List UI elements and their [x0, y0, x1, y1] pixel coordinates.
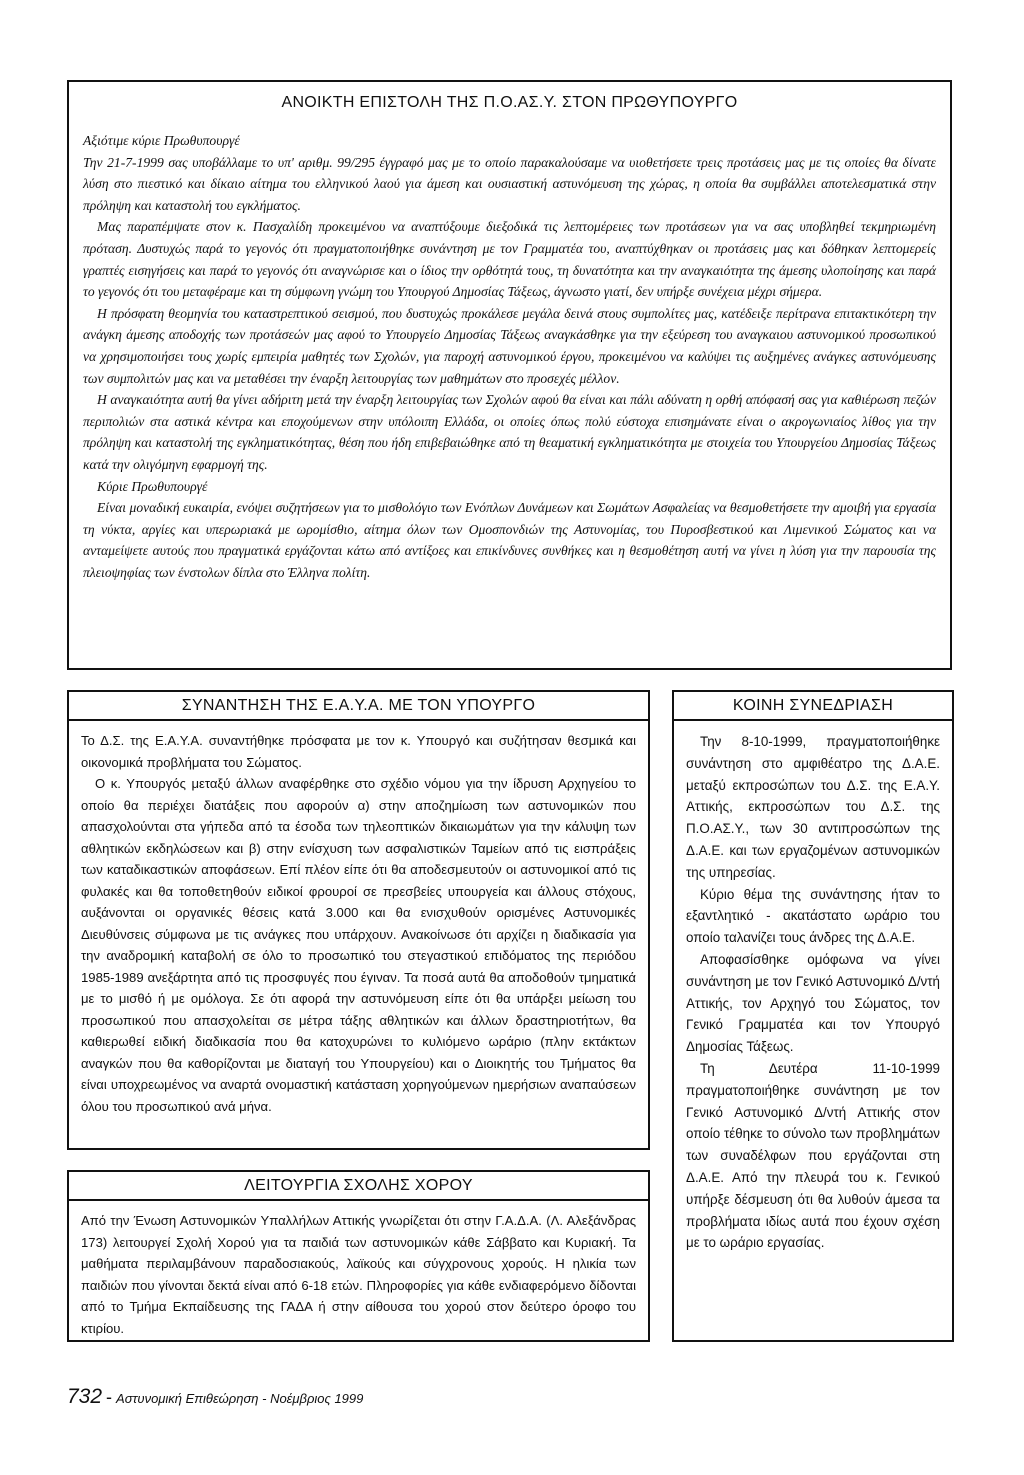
footer-dash: -: [106, 1387, 113, 1407]
letter-body: [83, 130, 936, 583]
letter-paragraph: Την 21-7-1999 σας υποβάλλαμε το υπ' αριθμ. 99/295 έγγραφό μας με το οποίο παρακαλούσαμε να υιοθετήσετε τρεις προτάσεις μας με τις οποίες θα δίνατε λύση στο πιεστικό και δίκαιο αίτημα του ελληνικού λαού για άμεση και ουσιαστική αστυνόμευση της χώρας, η οποία θα συμβάλλει αποτελεσματικά στην πρόληψη και καταστολή του εγκλήματος.: [83, 154, 936, 213]
meeting-box: [67, 690, 650, 1150]
dance-title: ΛΕΙΤΟΥΡΓΙΑ ΣΧΟΛΗΣ ΧΟΡΟΥ: [244, 1177, 473, 1194]
letter-paragraph: Η πρόσφατη θεομηνία του καταστρεπτικού σεισμού, που δυστυχώς προκάλεσε μεγάλα δεινά στους συμπολίτες μας, κατέδειξε περίτρανα επιτακτικότερη την ανάγκη άμεσης αποδοχής των προτάσεών μας αφού το Υπουργείο Δημοσίας Τάξεως αναγκάσθηκε για την εξεύρεση του αναγκαιου αστυνομικού προσωπικού να χρησιμοποιήσει τους χωρίς εμπειρία μαθητές των Σχολών, για παροχή αστυνομικού έργου, προκειμένου να καλύψει τις αυξημένες ανάγκες αστυνόμευσης των συμπολιτών μας και να μεταθέσει την έναρξη λειτουργίας των μαθημάτων στο προσεχές μέλλον.: [83, 305, 936, 386]
joint-title-strip: [674, 692, 952, 721]
letter-paragraph: Η αναγκαιότητα αυτή θα γίνει αδήριτη μετά την έναρξη λειτουργίας των Σχολών αφού θα είναι και πάλι αδύνατη η ορθή απόφασή σας για καθιέρωση πεζών περιπολιών στα αστικά κέντρα και εποχούμενων στην υπόλοιπη Ελλάδα, οι οποίες όπως πολύ εύστοχα επισημάνατε είναι ο ακρογωνιαίος λίθος για την πρόληψη και καταστολή της εγκληματικότητας, θέση που ήδη επιβεβαιώθηκε από τη θεαματική εγκληματικότητα με στοιχεία του Υπουργείου Δημοσίας Τάξεως κατά την ολιγόμηνη εφαρμογή της.: [83, 392, 936, 472]
page-footer: [67, 1385, 363, 1409]
dance-title-strip: [69, 1172, 648, 1201]
letter-paragraph: Μας παραπέμψατε στον κ. Πασχαλίδη προκειμένου να αναπτύξουμε διεξοδικά τις λεπτομέρειες των προτάσεων για να σας υποβληθεί τεκμηριωμένη πρόταση. Δυστυχώς παρά το γεγονός ότι πραγματοποιήθηκε συνάντηση με τον Γραμματέα του, αναπτύχθηκαν οι προτάσεις μας και δόθηκαν λεπτομερείς γραπτές εισηγήσεις και παρά το γεγονός ότι αναγνώρισε και ο ίδιος την ορθότητά τους, τη δυνατότητα και την αναγκαιότητα της άμεσης υλοποίησης και παρά το γεγονός ότι του μεταφέραμε και τη σύμφωνη γνώμη του Υπουργού Δημοσίας Τάξεως, άγνωστο γιατί, δεν υπήρξε συνέχεια μέχρι σήμερα.: [83, 219, 936, 300]
meeting-paragraph: Το Δ.Σ. της Ε.Α.Υ.Α. συναντήθηκε πρόσφατα με τον κ. Υπουργό και συζήτησαν θεσμικά και οικονομικά προβλήματα του Σώματος.: [81, 733, 636, 770]
joint-paragraph: Κύριο θέμα της συνάντησης ήταν το εξαντλητικό - ακατάστατο ωράριο του οποίο ταλανίζει τους άνδρες της Δ.Α.Ε.: [686, 886, 940, 946]
joint-title: ΚΟΙΝΗ ΣΥΝΕΔΡΙΑΣΗ: [732, 697, 894, 714]
joint-paragraph: Αποφασίσθηκε ομόφωνα να γίνει συνάντηση με τον Γενικό Αστυνομικό Δ/ντή Αττικής, τον Αρχηγό του Σώματος, τον Γενικό Γραμματέα και τον Υπουργό Δημοσίας Τάξεως.: [686, 951, 940, 1055]
letter-paragraph: Είναι μοναδική ευκαιρία, ενόψει συζητήσεων για το μισθολόγιο των Ενόπλων Δυνάμεων και Σωμάτων Ασφαλείας να θεσμοθετήσετε την αμοιβή για εργασία τη νύκτα, αργίες και υπερωριακά με ωρομίσθιο, αίτημα όλων των Ομοσπονδιών της Αστυνομίας, του Πυροσβεστικού και Λιμενικού Σώματος και να ανταμείψετε αυτούς που πραγματικά εργάζονται κάτω από αντίξοες και επικίνδυνες συνθήκες και η θεσμοθέτηση αυτή να γίνει η λύση για την παρουσία της πλειοψηφίας των ένστολων δίπλα στο Έλληνα πολίτη.: [83, 500, 936, 580]
open-letter-box: [67, 80, 952, 670]
meeting-body: [69, 721, 648, 1117]
dance-school-box: [67, 1170, 650, 1342]
dance-body: [69, 1201, 648, 1339]
meeting-title: ΣΥΝΑΝΤΗΣΗ ΤΗΣ Ε.Α.Υ.Α. ΜΕ ΤΟΝ ΥΠΟΥΡΓΟ: [181, 697, 536, 714]
meeting-title-strip: [69, 692, 648, 721]
joint-body: [674, 721, 952, 1254]
joint-paragraph: Τη Δευτέρα 11-10-1999 πραγματοποιήθηκε συνάντηση με τον Γενικό Αστυνομικό Δ/ντή Αττικής στον οποίο τέθηκε το σύνολο των προβλημάτων των συναδέλφων που εργάζονται στη Δ.Α.Ε. Από την πλευρά του κ. Γενικού υπήρξε δέσμευση ότι θα λυθούν άμεσα τα προβλήματα ιδίως αυτά που έχουν σχέση με το ωράριο εργασίας.: [686, 1060, 940, 1251]
dance-paragraph: Από την Ένωση Αστυνομικών Υπαλλήλων Αττικής γνωρίζεται ότι στην Γ.Α.Δ.Α. (Λ. Αλεξάνδρας 173) λειτουργεί Σχολή Χορού για τα παιδιά των αστυνομικών κάθε Σάββατο και Κυριακή. Τα μαθήματα περιλαμβάνουν παραδοσιακούς, λαϊκούς και σύγχρονους χορούς. Η ηλικία των παιδιών που γίνονται δεκτά είναι από 6-18 ετών. Πληροφορίες για κάθε ενδιαφερόμενο δίδονται από το Τμήμα Εκπαίδευσης της ΓΑΔΑ ή στην αίθουσα του χορού στον δεύτερο όροφο του κτιρίου.: [81, 1213, 636, 1336]
meeting-paragraph: Ο κ. Υπουργός μεταξύ άλλων αναφέρθηκε στο σχέδιο νόμου για την ίδρυση Αρχηγείου το οποίο θα περιέχει διατάξεις που αφορούν α) στην αποζημίωση των αστυνομικών που απασχολούνται στα γήπεδα από τα έσοδα των τηλεοπτικών δικαιωμάτων για την κάλυψη των αθλητικών εκδηλώσεων και β) στην ενίσχυση των ασφαλιστικών Ταμείων από τις εισπράξεις των καταδικαστικών αποφάσεων. Επί πλέον είπε ότι θα αποδεσμευτούν οι αστυνομικοί από τις φυλακές και θα τοποθετηθούν ειδικοί φρουροί σε πρεσβείες υπουργεία και άλλους στόχους, αυξάνονται οι οργανικές θέσεις κατά 3.000 και θα ενισχυθούν ορισμένες Αστυνομικές Διευθύνσεις σύμφωνα με τις ανάγκες που υπάρχουν. Ανακοίνωσε ότι αρχίζει η διαδικασία για την αναδρομική καταβολή σε όλο το προσωπικό του στεγαστικού επιδόματος της περιόδου 1985-1989 ανεξάρτητα από τις προσφυγές που έγιναν. Τα ποσά αυτά θα αποδοθούν τμηματικά με το μισθό ή με ομόλογα. Σε ότι αφορά την αστυνόμευση είπε ότι θα υπάρξει μείωση του προσωπικού που απασχολείται σε μέτρα τάξης αθλητικών και άλλων δραστηριοτήτων, θα καθιερωθεί ειδική διαδικασία που θα κατοχυρώνει το κυλιόμενο ωράριο (πλην εκτάκτων αναγκών που θα καθορίζονται με διαταγή του Υπουργείου) και ο Διοικητής του Τμήματος θα είναι υποχρεωμένος να αναρτά ονομαστική κατάσταση χορηγούμενων ημερήσιων αναπαύσεων όλου του προσωπικού ανά μήνα.: [81, 776, 636, 1114]
joint-paragraph: Την 8-10-1999, πραγματοποιήθηκε συνάντηση στο αμφιθέατρο της Δ.Α.Ε. μεταξύ εκπροσώπων του Δ.Σ. της Ε.Α.Υ. Αττικής, εκπροσώπων του Δ.Σ. της Π.Ο.ΑΣ.Υ., των 30 αντιπροσώπων της Δ.Α.Ε. και των εργαζομένων αστυνομικών της υπηρεσίας.: [686, 734, 940, 880]
joint-session-box: [672, 690, 954, 1342]
letter-salutation: Αξιότιμε κύριε Πρωθυπουργέ: [83, 133, 240, 148]
publication-name: Αστυνομική Επιθεώρηση - Νοέμβριος 1999: [116, 1391, 364, 1406]
page-number: 732: [67, 1385, 103, 1408]
letter-paragraph: Κύριε Πρωθυπουργέ: [97, 478, 208, 494]
letter-title: ΑΝΟΙΚΤΗ ΕΠΙΣΤΟΛΗ ΤΗΣ Π.Ο.ΑΣ.Υ. ΣΤΟΝ ΠΡΩΘΥΠΟΥΡΓΟ: [281, 94, 738, 111]
